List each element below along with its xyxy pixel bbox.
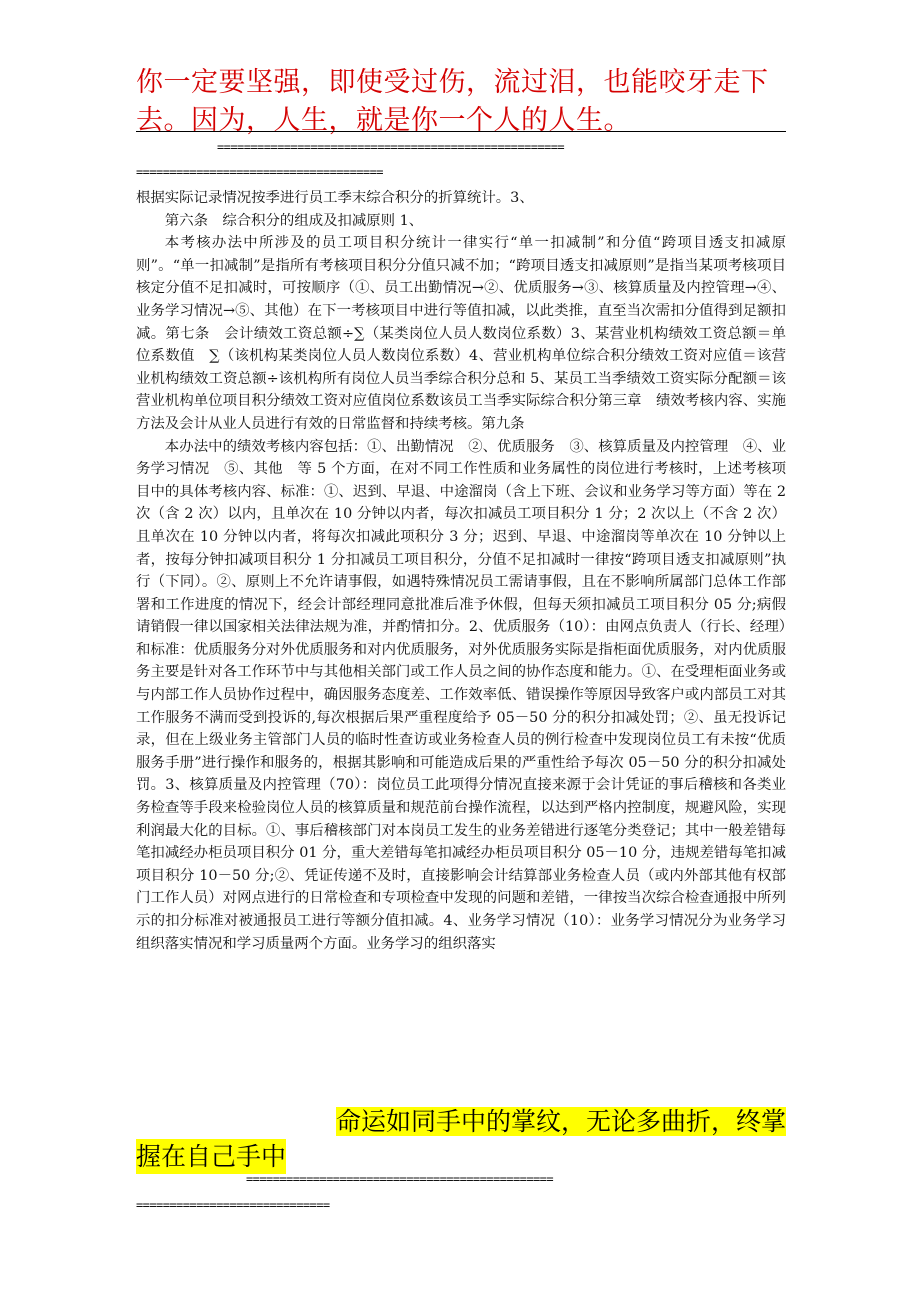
paragraph: 根据实际记录情况按季进行员工季末综合积分的折算统计。3、 [136, 190, 534, 206]
paragraph: 第六条 综合积分的组成及扣减原则 1、 [164, 212, 424, 229]
footer-motto [136, 1104, 786, 1174]
separator-line: ============================================== [246, 1172, 554, 1186]
paragraph: 本考核办法中所涉及的员工项目积分统计一律实行“单一扣减制”和分值“跨项目透支扣减原则”。“单一扣减制”是指所有考核项目积分分值只减不加；“跨项目透支扣减原则”是指当某项考核项目核定分值不足扣减时，可按顺序（①、员工出勤情况→②、优质服务→③、核算质量及内控管理→④、业务学习情况→⑤、其他）在下一考核项目中进行等值扣减，以此类推，直至当次需扣分值得到足额扣减。第七条 会计绩效工资总额÷∑（某类岗位人员人数岗位系数）3、某营业机构绩效工资总额＝单位系数值 ∑（该机构某类岗位人员人数岗位系数）4、营业机构单位综合积分绩效工资对应值＝该营业机构绩效工资总额÷该机构所有岗位人员当季综合积分总和 5、某员工当季绩效工资实际分配额＝该营业机构单位项目积分绩效工资对应值岗位系数该员工当季实际综合积分第三章 绩效考核内容、实施方法及会计从业人员进行有效的日常监督和持续考核。第九条 [136, 235, 786, 432]
document-body [136, 187, 786, 955]
footer-motto-line2: 握在自己手中 [136, 1139, 286, 1174]
paragraph: 本办法中的绩效考核内容包括：①、出勤情况 ②、优质服务 ③、核算质量及内控管理 ④、业务学习情况 ⑤、其他 等 5 个方面，在对不同工作性质和业务属性的岗位进行考核时，上述考核项目中的具体考核内容、标准：①、迟到、早退、中途溜岗（含上下班、会议和业务学习等方面）等在 2 次（含 2 次）以内，且单次在 10 分钟以内者，每次扣减员工项目积分 1 分；2 次以上（不含 2 次）且单次在 10 分钟以内者，将每次扣减此项积分 3 分；迟到、早退、中途溜岗等单次在 10 分钟以上者，按每分钟扣减项目积分 1 分扣减员工项目积分，分值不足扣减时一律按“跨项目透支扣减原则”执行（下同）。②、原则上不允许请事假，如遇特殊情况员工需请事假，且在不影响所属部门总体工作部署和工作进度的情况下，经会计部经理同意批准后准予休假，但每天须扣减员工项目积分 05 分;病假请销假一律以国家相关法律法规为准，并酌情扣分。2、优质服务（10）：由网点负责人（行长、经理）和标准：优质服务分对外优质服务和对内优质服务，对外优质服务实际是指柜面优质服务，对内优质服务主要是针对各工作环节中与其他相关部门或工作人员之间的协作态度和能力。①、在受理柜面业务或与内部工作人员协作过程中，确因服务态度差、工作效率低、错误操作等原因导致客户或内部员工对其工作服务不满而受到投诉的,每次根据后果严重程度给予 05－50 分的积分扣减处罚；②、虽无投诉记录，但在上级业务主管部门人员的临时性查访或业务检查人员的例行检查中发现岗位员工有未按“优质服务手册”进行操作和服务的，根据其影响和可能造成后果的严重性给予每次 05－50 分的积分扣减处罚。3、核算质量及内控管理（70）：岗位员工此项得分情况直接来源于会计凭证的事后稽核和各类业务检查等手段来检验岗位人员的核算质量和规范前台操作流程，以达到严格内控制度，规避风险，实现利润最大化的目标。①、事后稽核部门对本岗员工发生的业务差错进行逐笔分类登记；其中一般差错每笔扣减经办柜员项目积分 01 分，重大差错每笔扣减经办柜员项目积分 05－10 分，违规差错每笔扣减项目积分 10－50 分;②、凭证传递不及时，直接影响会计结算部业务检查人员（或内外部其他有权部门工作人员）对网点进行的日常检查和专项检查中发现的问题和差错，一律按当次综合检查通报中所列示的扣分标准对被通报员工进行等额分值扣减。4、业务学习情况（10）：业务学习情况分为业务学习组织落实情况和学习质量两个方面。业务学习的组织落实 [136, 438, 786, 952]
separator-line: ============================= [136, 1198, 330, 1212]
header-motto: 你一定要坚强，即使受过伤，流过泪，也能咬牙走下去。因为，人生，就是你一个人的人生。 [136, 67, 769, 136]
separator-line: ==================================================== [217, 140, 565, 154]
header-rule [136, 131, 786, 132]
separator-line: ===================================== [136, 165, 383, 179]
footer-motto-line1: 命运如同手中的掌纹，无论多曲折，终掌 [335, 1107, 786, 1136]
